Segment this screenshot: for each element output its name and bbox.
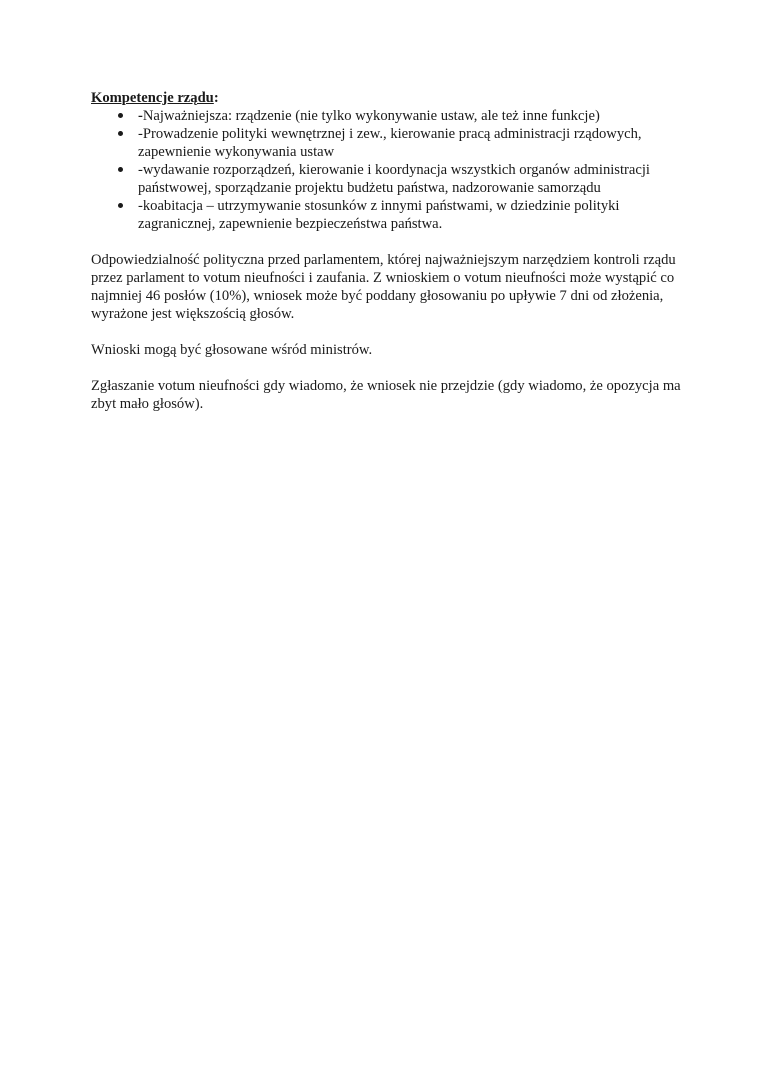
list-item-text: Najważniejsza: rządzenie (nie tylko wykonywanie ustaw, ale też inne funkcje) bbox=[142, 108, 600, 124]
bullet-icon bbox=[115, 161, 125, 179]
paragraph-responsibility: Odpowiedzialność polityczna przed parlamentem, której najważniejszym narzędziem kontroli rządu przez parlament to votum nieufności i zaufania. Z wnioskiem o votum nieufności może wystąpić co najmniej 46 posłów (10%), wniosek może być poddany głosowaniu po upływie 7 dni od złożenia, wyrażone jest większością głosów. bbox=[91, 252, 676, 322]
bullet-icon bbox=[115, 197, 125, 215]
bullet-icon bbox=[115, 107, 125, 125]
heading-text: Kompetencje rządu bbox=[91, 90, 214, 106]
list-item bbox=[91, 107, 681, 125]
heading-colon: : bbox=[213, 90, 219, 106]
bullet-icon bbox=[115, 125, 125, 143]
section-heading bbox=[91, 89, 681, 107]
paragraph-ministers: Wnioski mogą być głosowane wśród ministrów. bbox=[91, 342, 373, 358]
list-item-text: -Prowadzenie polityki wewnętrznej i zew., kierowanie pracą administracji rządowych, zapewnienie wykonywania ustaw bbox=[138, 126, 642, 160]
list-item bbox=[91, 161, 681, 197]
document-body bbox=[91, 89, 681, 413]
list-item-text: -koabitacja – utrzymywanie stosunków z innymi państwami, w dziedzinie polityki zagranicznej, zapewnienie bezpieczeństwa państwa. bbox=[138, 198, 620, 232]
list-item-text: -wydawanie rozporządzeń, kierowanie i koordynacja wszystkich organów administracji państwowej, sporządzanie projektu budżetu państwa, nadzorowanie samorządu bbox=[138, 162, 650, 196]
paragraph-no-confidence: Zgłaszanie votum nieufności gdy wiadomo, że wniosek nie przejdzie (gdy wiadomo, że opozycja ma zbyt mało głosów). bbox=[91, 378, 681, 412]
list-item bbox=[91, 125, 681, 161]
list-item-dash: - bbox=[138, 108, 143, 124]
competences-list bbox=[91, 107, 681, 233]
list-item bbox=[91, 197, 681, 233]
